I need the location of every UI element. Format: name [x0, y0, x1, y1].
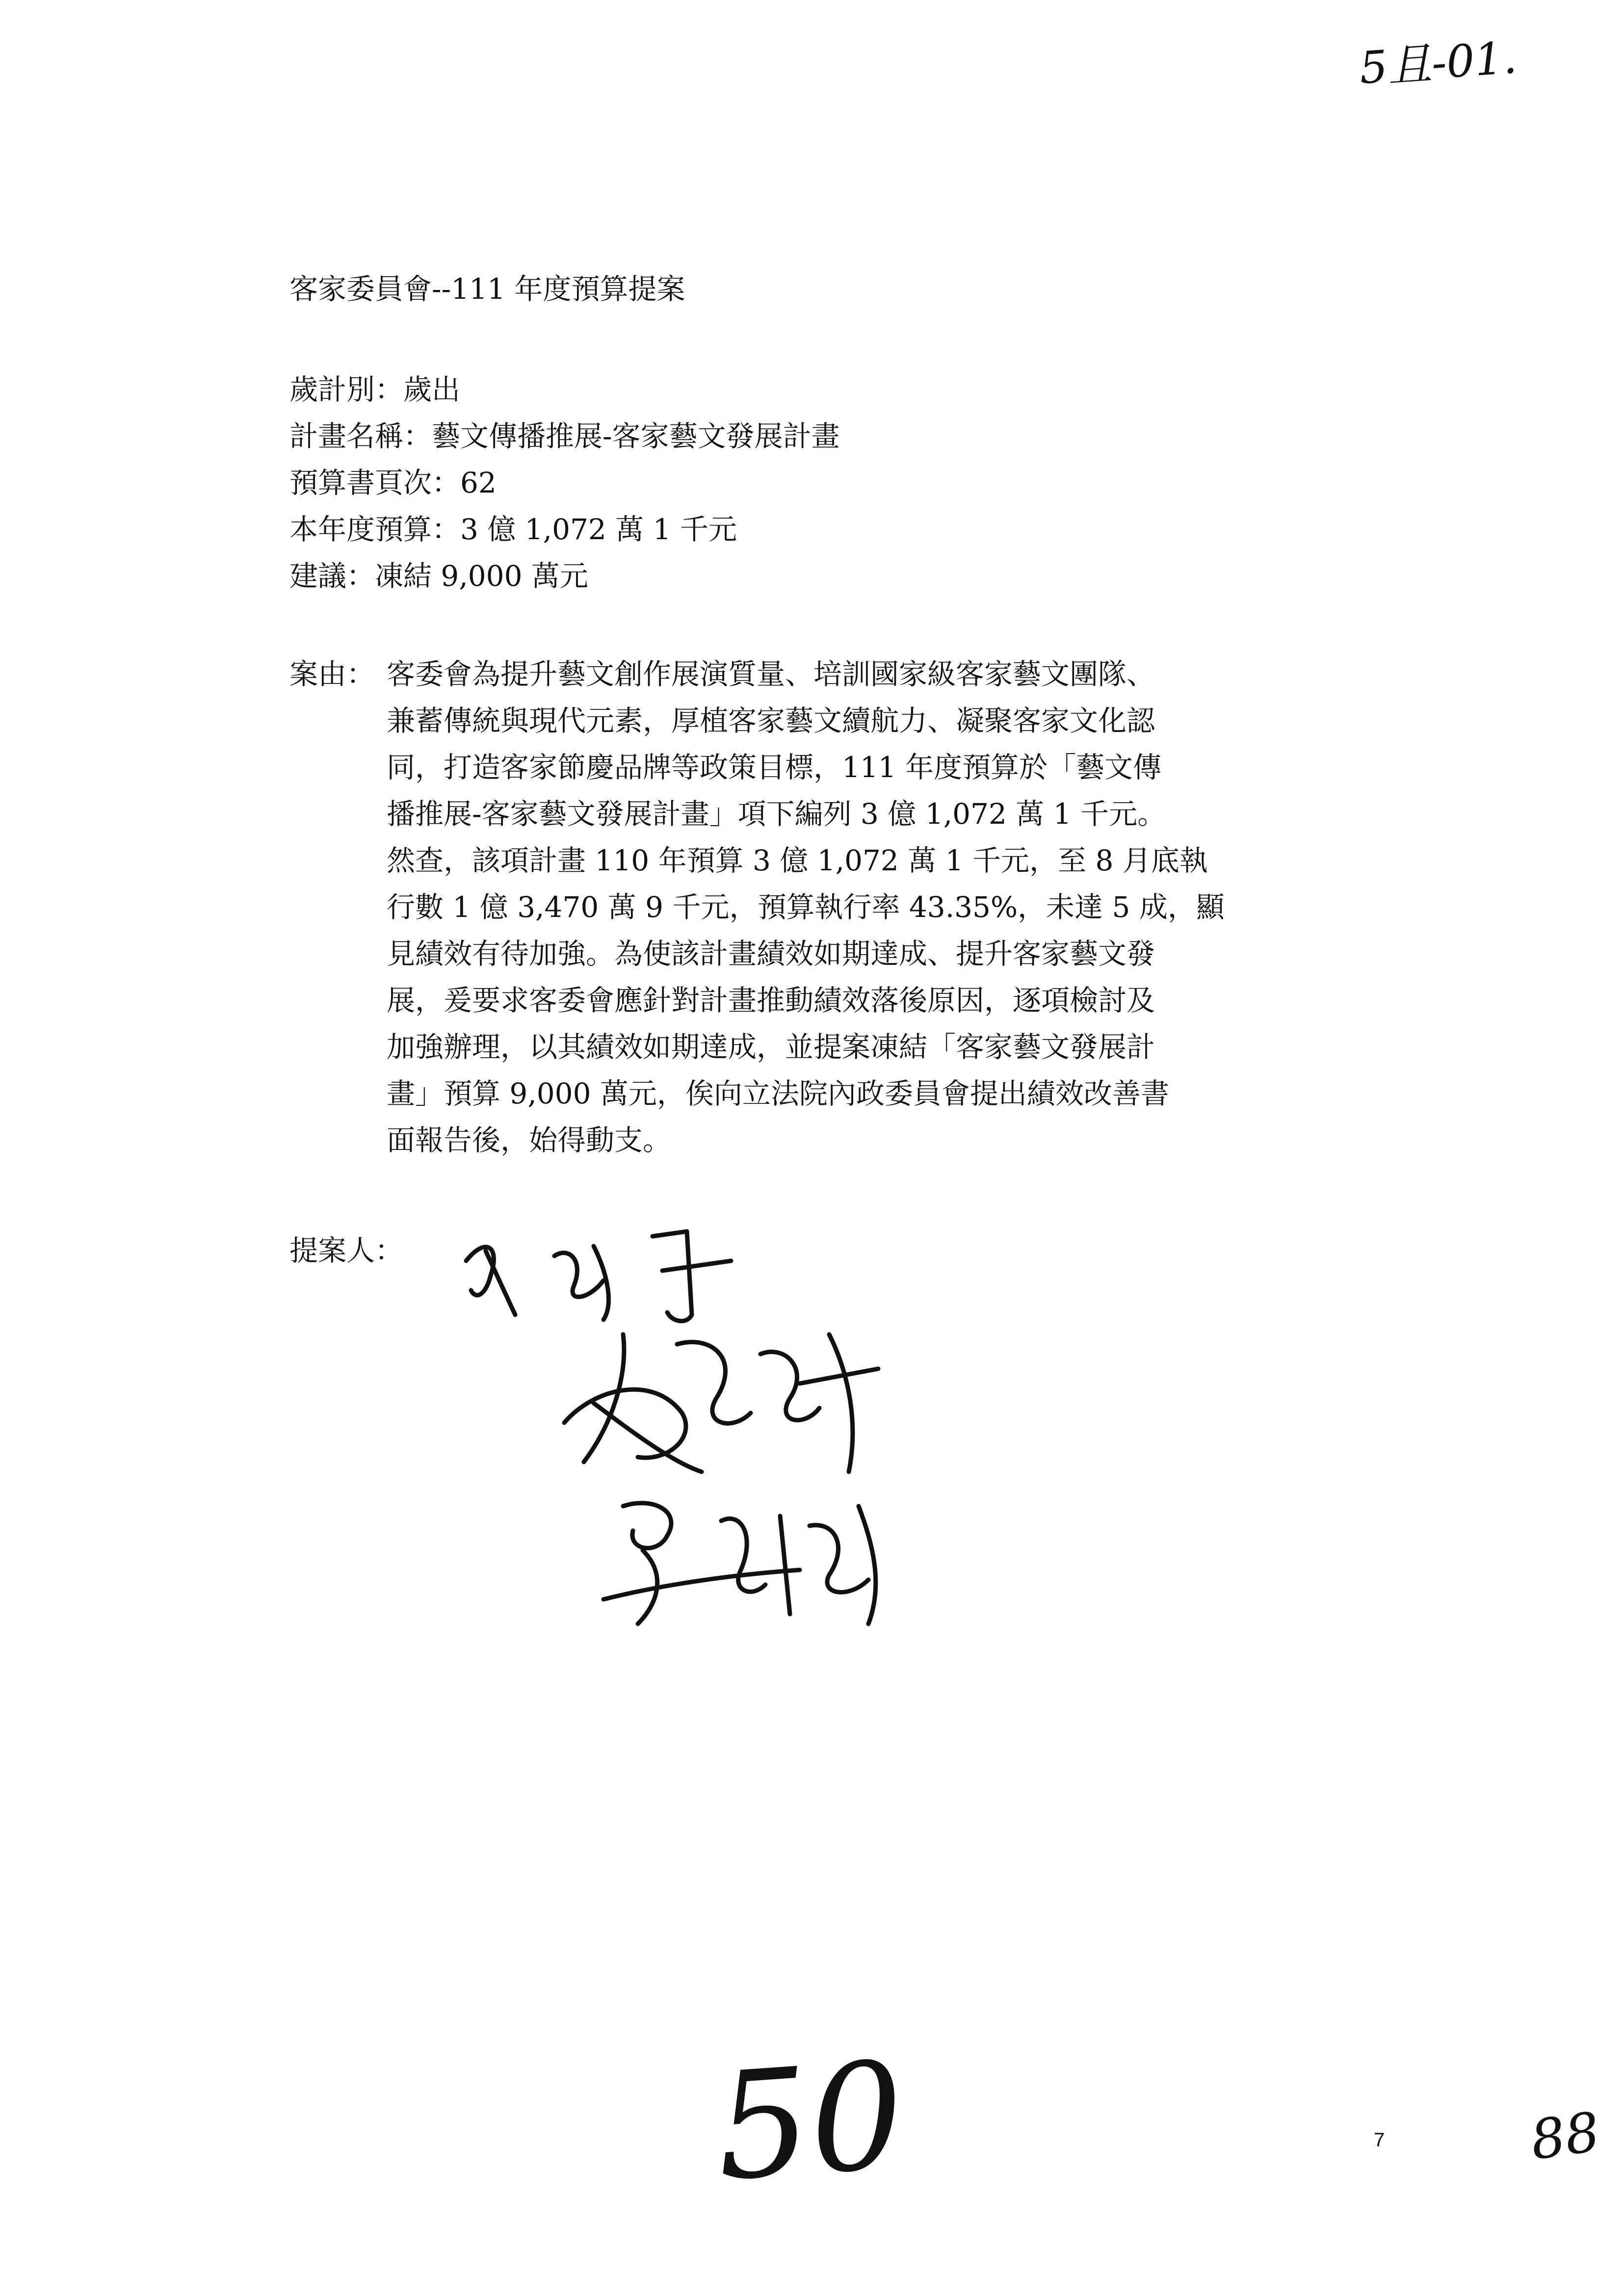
reason-line: 播推展-客家藝文發展計畫」項下編列 3 億 1,072 萬 1 千元。 — [387, 797, 1166, 831]
handwritten-page-mark: 50 — [710, 2030, 910, 2214]
signature-2 — [554, 1315, 947, 1482]
reason-label: 案由： — [289, 657, 375, 691]
meta-budget-page: 預算書頁次：62 — [289, 466, 497, 499]
reason-line: 然查，該項計畫 110 年預算 3 億 1,072 萬 1 千元，至 8 月底執 — [387, 844, 1208, 877]
handwritten-page-mark: 5且-01. — [1358, 31, 1519, 95]
handwritten-page-mark: 88 — [1526, 2100, 1604, 2172]
reason-line: 面報告後，始得動支。 — [387, 1123, 672, 1157]
reason-line: 見績效有待加強。為使該計畫績效如期達成、提升客家藝文發 — [387, 937, 1155, 970]
reason-line: 加強辦理，以其績效如期達成，並提案凍結「客家藝文發展計 — [387, 1030, 1155, 1064]
reason-line: 展，爰要求客委會應針對計畫推動績效落後原因，逐項檢討及 — [387, 984, 1155, 1017]
page-number: 7 — [1374, 2129, 1385, 2151]
reason-line: 同，打造客家節慶品牌等政策目標，111 年度預算於「藝文傳 — [387, 751, 1162, 784]
signature-3 — [594, 1477, 937, 1644]
meta-plan-name: 計畫名稱：藝文傳播推展-客家藝文發展計畫 — [289, 419, 840, 453]
reason-line: 兼蓄傳統與現代元素，厚植客家藝文續航力、凝聚客家文化認 — [387, 704, 1155, 737]
document-title: 客家委員會--111 年度預算提案 — [289, 272, 685, 306]
reason-line: 畫」預算 9,000 萬元，俟向立法院內政委員會提出績效改善書 — [387, 1077, 1169, 1110]
meta-budget-category: 歲計別：歲出 — [289, 373, 461, 406]
proposer-label: 提案人： — [289, 1234, 404, 1267]
reason-line: 行數 1 億 3,470 萬 9 千元，預算執行率 43.35%，未達 5 成，顯 — [387, 890, 1225, 924]
meta-annual-budget: 本年度預算：3 億 1,072 萬 1 千元 — [289, 513, 737, 546]
meta-recommendation: 建議：凍結 9,000 萬元 — [289, 559, 588, 593]
reason-line: 客委會為提升藝文創作展演質量、培訓國家級客家藝文團隊、 — [387, 657, 1155, 691]
